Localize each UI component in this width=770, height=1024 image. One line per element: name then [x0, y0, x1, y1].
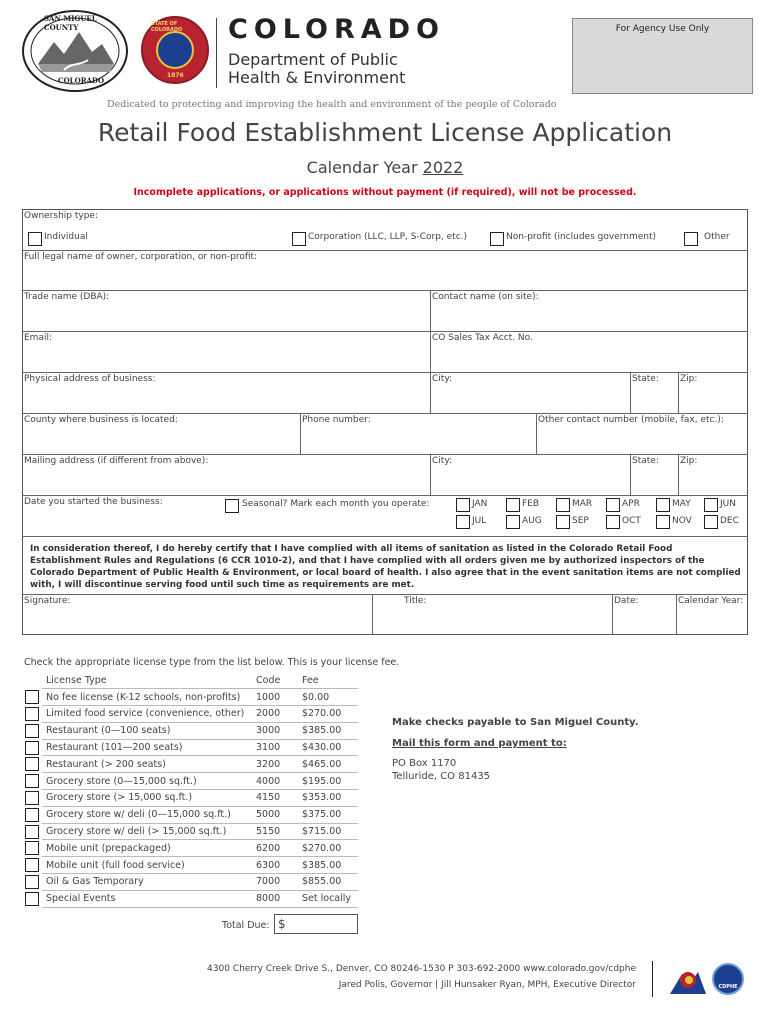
total-due-currency: $	[278, 917, 286, 931]
license-fee-cell: $385.00	[298, 722, 358, 739]
month-label-dec: DEC	[720, 516, 739, 526]
zip1-field[interactable]	[680, 386, 746, 410]
month-checkbox-dec[interactable]	[704, 515, 718, 529]
column-divider	[300, 413, 301, 454]
date-label: Date:	[614, 596, 639, 606]
license-fee-cell: $715.00	[298, 823, 358, 840]
seasonal-label: Seasonal? Mark each month you operate:	[242, 499, 430, 509]
other-contact-label: Other contact number (mobile, fax, etc.):	[538, 415, 724, 425]
department-line2: Health & Environment	[228, 68, 406, 87]
license-type-cell: Mobile unit (full food service)	[42, 857, 252, 874]
month-label-feb: FEB	[522, 499, 540, 509]
mailing-address-field[interactable]	[24, 468, 428, 492]
license-row	[22, 806, 358, 823]
license-fee-cell: $353.00	[298, 790, 358, 807]
mailing-address-label: Mailing address (if different from above):	[24, 456, 209, 466]
license-row	[22, 823, 358, 840]
month-checkbox-apr[interactable]	[606, 498, 620, 512]
month-label-jun: JUN	[720, 499, 736, 509]
license-code-cell: 1000	[252, 689, 298, 706]
license-instruction: Check the appropriate license type from the list below. This is your license fee.	[24, 657, 400, 668]
total-due-field[interactable]	[274, 914, 358, 934]
agency-use-label: For Agency Use Only	[615, 24, 710, 34]
license-code-cell: 2000	[252, 706, 298, 723]
nonprofit-label: Non-profit (includes government)	[506, 232, 657, 242]
license-code-cell: 3000	[252, 722, 298, 739]
calendar-year-heading	[0, 158, 770, 177]
license-checkbox[interactable]	[25, 875, 39, 889]
license-checkbox[interactable]	[25, 757, 39, 771]
title-label: Title:	[404, 596, 427, 606]
phone-field[interactable]	[302, 427, 534, 451]
contact-name-field[interactable]	[432, 304, 746, 328]
month-label-mar: MAR	[572, 499, 593, 509]
signature-field[interactable]	[24, 608, 370, 632]
total-due-label: Total Due:	[222, 920, 270, 931]
license-code-cell: 7000	[252, 874, 298, 891]
month-checkbox-jun[interactable]	[704, 498, 718, 512]
row-divider	[22, 331, 748, 332]
column-divider	[630, 454, 631, 495]
email-label: Email:	[24, 333, 53, 343]
warning-text: Incomplete applications, or applications without payment (if required), will not be processed.	[133, 187, 637, 198]
license-checkbox[interactable]	[25, 741, 39, 755]
state-seal-top-text: STATE OF COLORADO	[151, 21, 183, 33]
cdphe-logo-text: CDPHE	[718, 984, 738, 990]
license-checkbox[interactable]	[25, 774, 39, 788]
row-divider	[22, 413, 748, 414]
trade-name-field[interactable]	[24, 304, 428, 328]
license-checkbox[interactable]	[25, 892, 39, 906]
state-seal	[141, 16, 209, 84]
license-fee-cell: $195.00	[298, 773, 358, 790]
license-fee-cell: Set locally	[298, 890, 358, 907]
trade-name-label: Trade name (DBA):	[24, 292, 110, 302]
date-started-label: Date you started the business:	[24, 497, 163, 507]
license-type-cell: Restaurant (> 200 seats)	[42, 756, 252, 773]
county-seal	[22, 10, 128, 92]
corporation-checkbox[interactable]	[292, 232, 306, 246]
license-type-cell: Grocery store (> 15,000 sq.ft.)	[42, 790, 252, 807]
license-type-cell: Limited food service (convenience, other)	[42, 706, 252, 723]
license-code-header: Code	[252, 672, 298, 689]
ownership-label: Ownership type:	[24, 211, 98, 221]
nonprofit-checkbox[interactable]	[490, 232, 504, 246]
column-divider	[630, 372, 631, 413]
column-divider	[678, 454, 679, 495]
month-checkbox-jul[interactable]	[456, 515, 470, 529]
header-divider	[216, 18, 217, 88]
license-row	[22, 756, 358, 773]
month-label-oct: OCT	[622, 516, 641, 526]
license-table	[22, 672, 358, 908]
state-seal-inner	[156, 31, 194, 69]
legal-name-field[interactable]	[24, 264, 746, 288]
month-checkbox-may[interactable]	[656, 498, 670, 512]
license-checkbox[interactable]	[25, 858, 39, 872]
signature-label: Signature:	[24, 596, 71, 606]
calendar-year-prefix: Calendar Year	[306, 158, 423, 177]
license-code-cell: 4150	[252, 790, 298, 807]
zip2-field[interactable]	[680, 468, 746, 492]
po-city-text: Telluride, CO 81435	[392, 771, 491, 782]
license-row	[22, 739, 358, 756]
license-code-cell: 8000	[252, 890, 298, 907]
individual-checkbox[interactable]	[28, 232, 42, 246]
license-row	[22, 840, 358, 857]
row-divider	[22, 250, 748, 251]
month-checkbox-feb[interactable]	[506, 498, 520, 512]
license-row	[22, 857, 358, 874]
tagline: Dedicated to protecting and improving the health and environment of the people of Colorado	[107, 99, 557, 110]
zip1-label: Zip:	[680, 374, 698, 384]
footer-divider	[652, 961, 653, 997]
state-seal-year: 1876	[167, 72, 184, 79]
other-checkbox[interactable]	[684, 232, 698, 246]
department-line1: Department of Public	[228, 50, 398, 69]
state1-field[interactable]	[632, 386, 676, 410]
license-row	[22, 689, 358, 706]
license-type-cell: Grocery store w/ deli (> 15,000 sq.ft.)	[42, 823, 252, 840]
state1-label: State:	[632, 374, 659, 384]
certification-text: In consideration thereof, I do hereby certify that I have complied with all items of sanitation as listed in the Colorado Retail Food Establishment Rules and Regulations (6 CCR 1010-2), and that I have complied with all orders given me by authorized inspectors of the Colorado Department of Public Health & Environment, or local board of health. I also agree that in the event sanitation items are not complied with, I will discontinue serving food until such time as requirements are met.	[30, 544, 741, 590]
phone-label: Phone number:	[302, 415, 371, 425]
po-box-text: PO Box 1170	[392, 758, 457, 769]
license-checkbox[interactable]	[25, 791, 39, 805]
email-field[interactable]	[24, 345, 428, 369]
date-started-field[interactable]	[24, 509, 218, 533]
row-divider	[22, 454, 748, 455]
month-label-jul: JUL	[472, 516, 487, 526]
footer-officials: Jared Polis, Governor | Jill Hunsaker Ryan, MPH, Executive Director	[338, 980, 636, 990]
page-title: Retail Food Establishment License Application	[97, 118, 673, 147]
license-fee-cell: $0.00	[298, 689, 358, 706]
mail-to-text: Mail this form and payment to:	[392, 738, 567, 749]
corporation-label: Corporation (LLC, LLP, S-Corp, etc.)	[308, 232, 468, 242]
license-code-cell: 6300	[252, 857, 298, 874]
state2-field[interactable]	[632, 468, 676, 492]
license-row	[22, 722, 358, 739]
month-checkbox-sep[interactable]	[556, 515, 570, 529]
license-row	[22, 773, 358, 790]
license-fee-cell: $430.00	[298, 739, 358, 756]
license-type-cell: Restaurant (101—200 seats)	[42, 739, 252, 756]
license-row	[22, 874, 358, 891]
colorado-logo-icon	[668, 964, 708, 996]
checks-payable-text: Make checks payable to San Miguel County.	[392, 717, 639, 728]
license-checkbox[interactable]	[25, 825, 39, 839]
city1-field[interactable]	[432, 386, 628, 410]
contact-name-label: Contact name (on site):	[432, 292, 539, 302]
license-checkbox[interactable]	[25, 724, 39, 738]
title-field[interactable]	[374, 608, 610, 632]
calendar-year-value: 2022	[422, 158, 464, 177]
column-divider	[372, 594, 373, 635]
other-contact-field[interactable]	[538, 427, 746, 451]
license-fee-cell: $385.00	[298, 857, 358, 874]
license-type-cell: Special Events	[42, 890, 252, 907]
column-divider	[676, 594, 677, 635]
seasonal-checkbox[interactable]	[225, 499, 239, 513]
individual-label: Individual	[44, 232, 88, 242]
column-divider	[678, 372, 679, 413]
column-divider	[430, 454, 431, 495]
row-divider	[22, 594, 748, 595]
row-divider	[22, 495, 748, 496]
month-label-apr: APR	[622, 499, 640, 509]
date-field[interactable]	[614, 608, 674, 632]
license-row	[22, 790, 358, 807]
physical-address-label: Physical address of business:	[24, 374, 156, 384]
license-type-cell: Grocery store w/ deli (0—15,000 sq.ft.)	[42, 806, 252, 823]
license-checkbox[interactable]	[25, 841, 39, 855]
license-type-header: License Type	[42, 672, 252, 689]
month-checkbox-mar[interactable]	[556, 498, 570, 512]
license-code-cell: 3100	[252, 739, 298, 756]
month-label-jan: JAN	[472, 499, 488, 509]
city2-field[interactable]	[432, 468, 628, 492]
license-row	[22, 890, 358, 907]
license-code-cell: 5000	[252, 806, 298, 823]
county-field[interactable]	[24, 427, 298, 451]
license-row	[22, 706, 358, 723]
state2-label: State:	[632, 456, 659, 466]
license-type-cell: Oil & Gas Temporary	[42, 874, 252, 891]
row-divider	[22, 290, 748, 291]
county-label: County where business is located:	[24, 415, 178, 425]
month-label-sep: SEP	[572, 516, 589, 526]
calendar-year-label: Calendar Year:	[678, 596, 744, 606]
license-code-cell: 3200	[252, 756, 298, 773]
sales-tax-label: CO Sales Tax Acct. No.	[432, 333, 533, 343]
license-checkbox[interactable]	[25, 690, 39, 704]
agency-use-box	[572, 18, 753, 94]
city1-label: City:	[432, 374, 453, 384]
license-header-row	[22, 672, 358, 689]
month-checkbox-oct[interactable]	[606, 515, 620, 529]
license-code-cell: 6200	[252, 840, 298, 857]
month-label-nov: NOV	[672, 516, 692, 526]
sales-tax-field[interactable]	[432, 345, 746, 369]
zip2-label: Zip:	[680, 456, 698, 466]
month-checkbox-jan[interactable]	[456, 498, 470, 512]
license-type-cell: Restaurant (0—100 seats)	[42, 722, 252, 739]
license-code-cell: 4000	[252, 773, 298, 790]
cdphe-logo	[712, 963, 744, 995]
license-type-cell: Mobile unit (prepackaged)	[42, 840, 252, 857]
license-checkbox[interactable]	[25, 808, 39, 822]
other-label: Other	[704, 232, 730, 242]
month-label-aug: AUG	[522, 516, 542, 526]
column-divider	[536, 413, 537, 454]
row-divider	[22, 372, 748, 373]
footer-address: 4300 Cherry Creek Drive S., Denver, CO 80246-1530 P 303-692-2000 www.colorado.gov/cdphe	[207, 964, 636, 974]
colorado-wordmark: COLORADO	[228, 14, 446, 45]
legal-name-label: Full legal name of owner, corporation, or non-profit:	[24, 252, 258, 262]
month-label-may: MAY	[672, 499, 691, 509]
license-fee-cell: $270.00	[298, 706, 358, 723]
license-type-cell: No fee license (K-12 schools, non-profits)	[42, 689, 252, 706]
column-divider	[430, 372, 431, 413]
physical-address-field[interactable]	[24, 386, 428, 410]
column-divider	[612, 594, 613, 635]
month-checkbox-nov[interactable]	[656, 515, 670, 529]
license-type-cell: Grocery store (0—15,000 sq.ft.)	[42, 773, 252, 790]
license-fee-cell: $855.00	[298, 874, 358, 891]
row-divider	[22, 536, 748, 537]
county-seal-top-text: SAN MIGUEL COUNTY	[44, 14, 97, 32]
license-code-cell: 5150	[252, 823, 298, 840]
license-checkbox[interactable]	[25, 707, 39, 721]
license-fee-cell: $375.00	[298, 806, 358, 823]
calendar-year-field[interactable]	[678, 608, 746, 632]
month-checkbox-aug[interactable]	[506, 515, 520, 529]
license-fee-cell: $465.00	[298, 756, 358, 773]
license-fee-header: Fee	[298, 672, 358, 689]
city2-label: City:	[432, 456, 453, 466]
license-fee-cell: $270.00	[298, 840, 358, 857]
county-seal-bottom-text: COLORADO	[58, 76, 105, 85]
